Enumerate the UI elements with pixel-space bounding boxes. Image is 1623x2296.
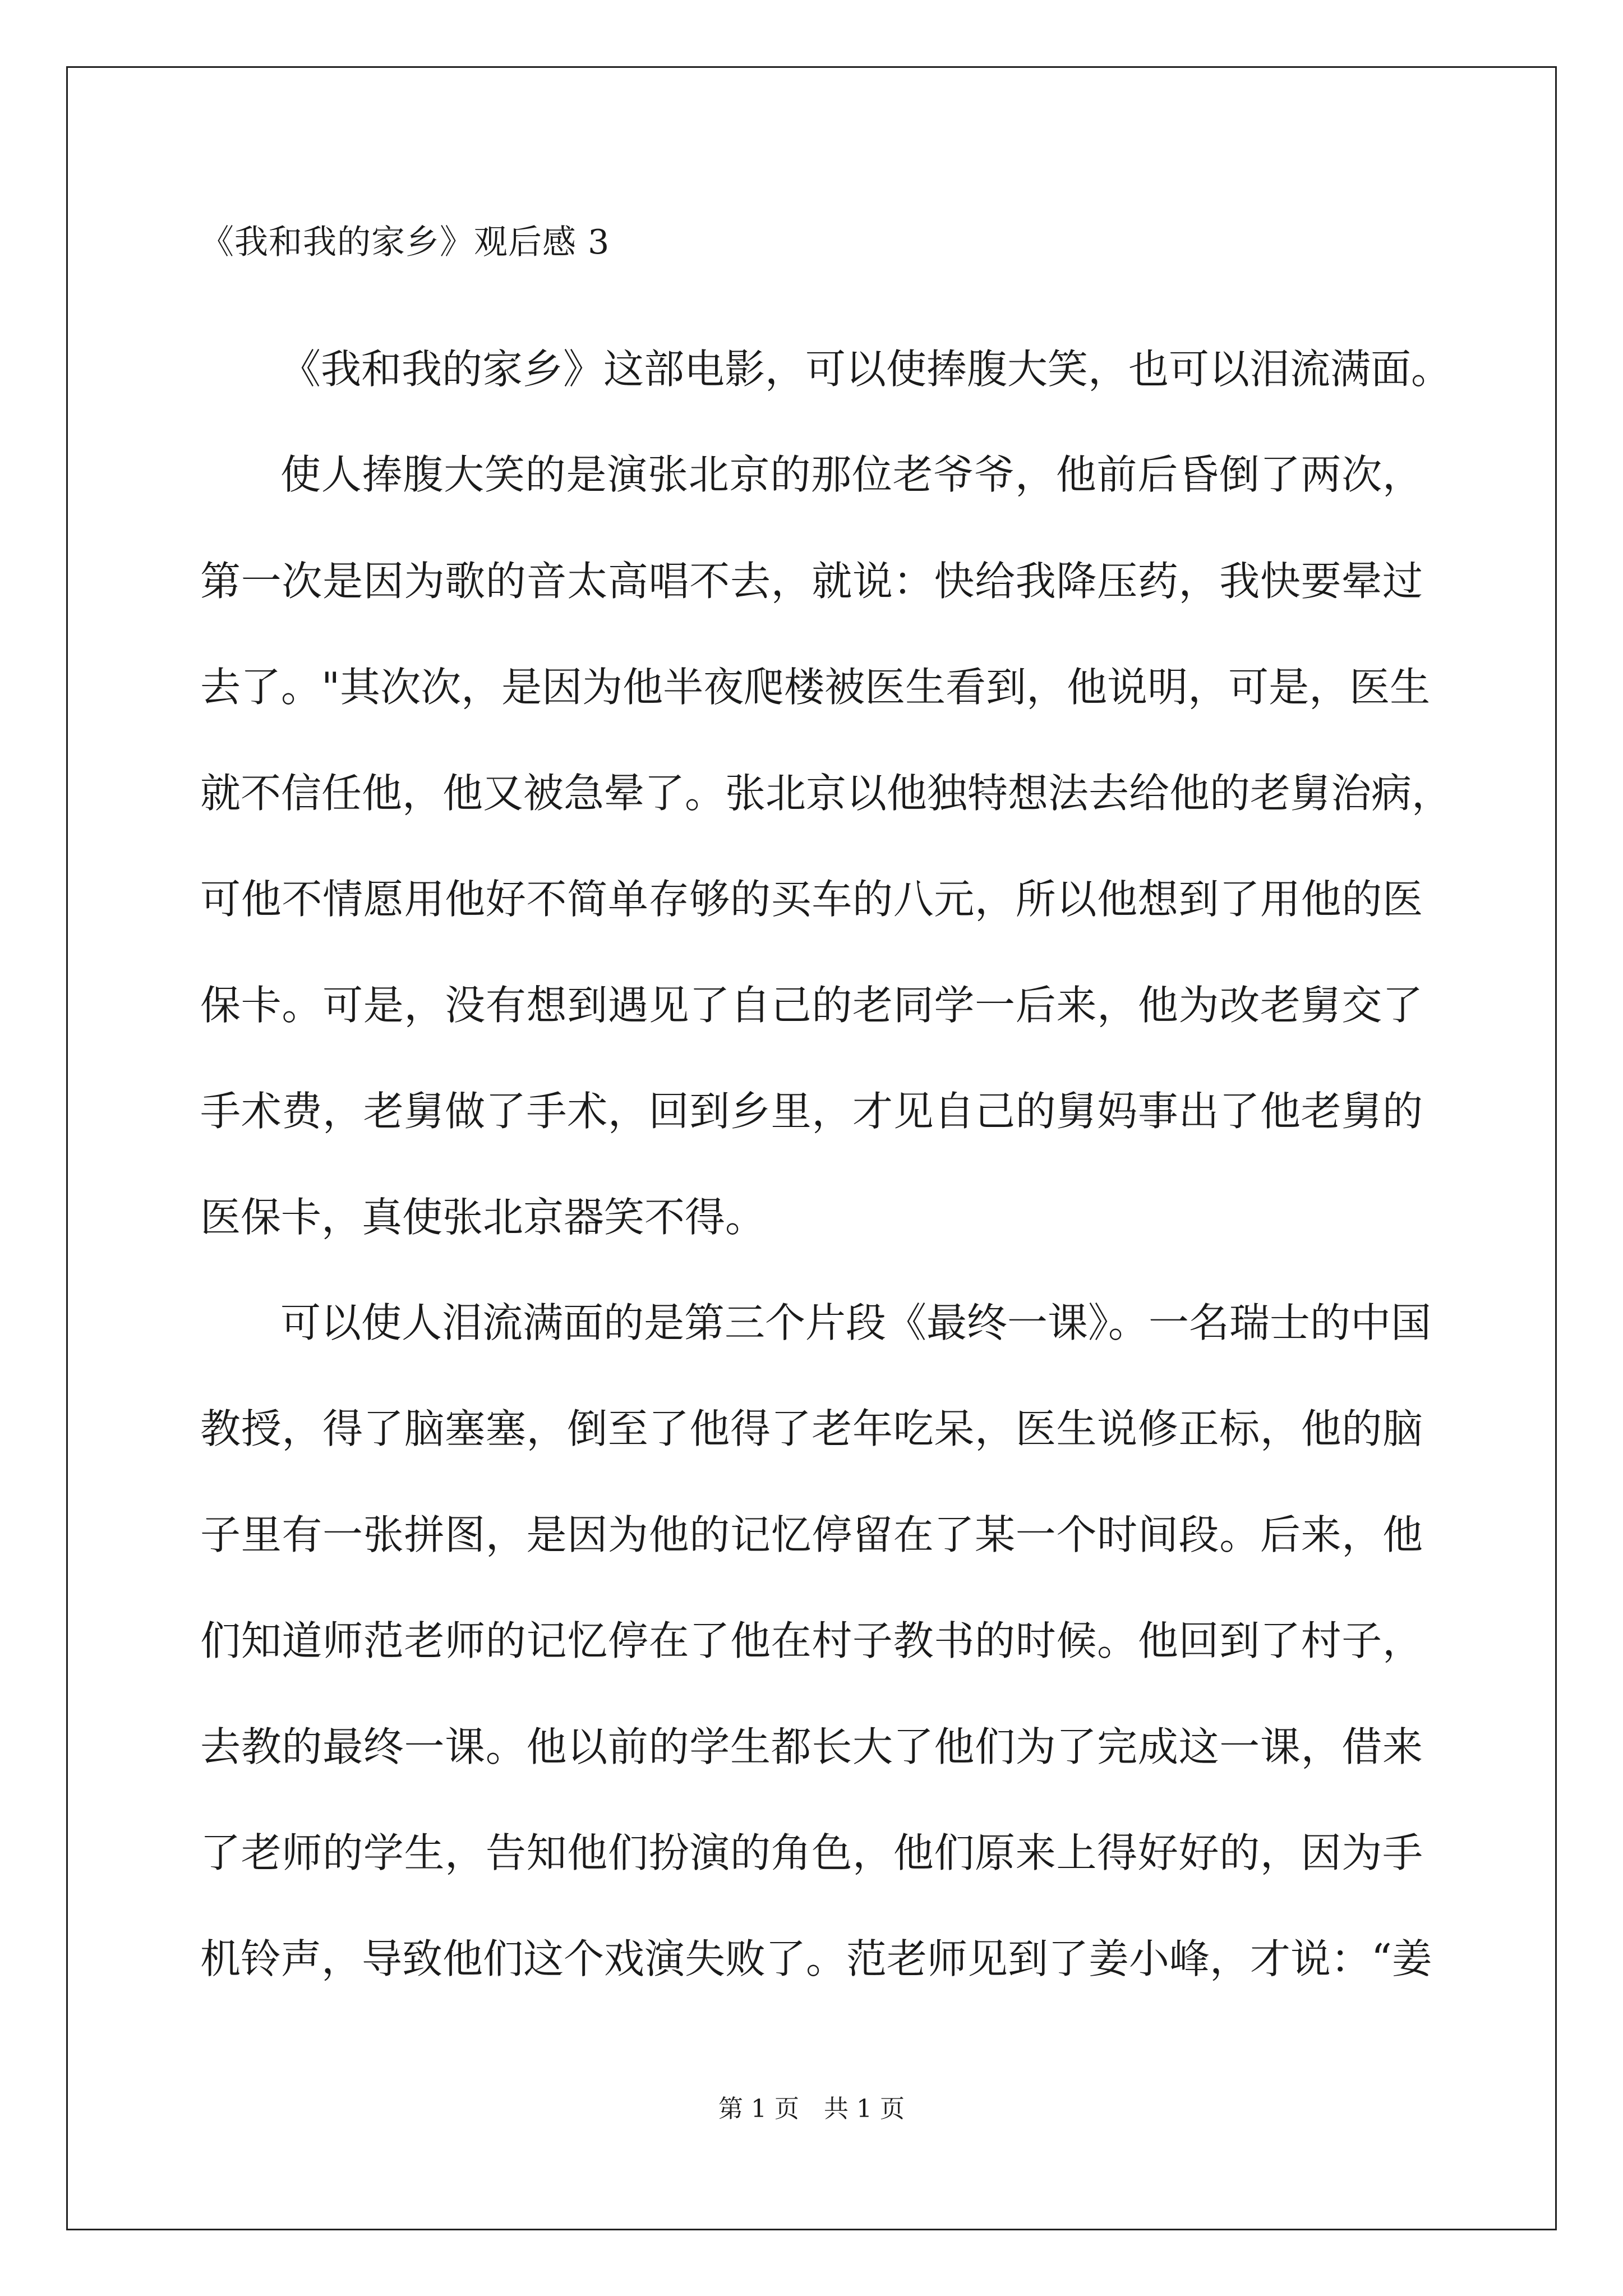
paragraph-line: 第一次是因为歌的音太高唱不去，就说：快给我降压药，我快要晕过 xyxy=(200,558,1423,605)
paragraph-line: 机铃声，导致他们这个戏演失败了。范老师见到了姜小峰，才说：“姜 xyxy=(200,1935,1432,1982)
paragraph-line: 了老师的学生，告知他们扮演的角色，他们原来上得好好的，因为手 xyxy=(200,1829,1423,1876)
paragraph-line: 们知道师范老师的记忆停在了他在村子教书的时候。他回到了村子， xyxy=(200,1617,1423,1664)
page-footer: 第 1 页 共 1 页 xyxy=(718,2095,905,2123)
paragraph-line: 可以使人泪流满面的是第三个片段《最终一课》。一名瑞士的中国 xyxy=(280,1299,1432,1346)
paragraph-line: 去教的最终一课。他以前的学生都长大了他们为了完成这一课，借来 xyxy=(200,1723,1423,1770)
paragraph-line: 手术费，老舅做了手术，回到乡里，才见自己的舅妈事出了他老舅的 xyxy=(200,1088,1423,1135)
paragraph-line: 医保卡，真使张北京器笑不得。 xyxy=(200,1194,766,1241)
document-title: 《我和我的家乡》观后感 3 xyxy=(200,223,610,262)
paragraph-line: 就不信任他，他又被急晕了。张北京以他独特想法去给他的老舅治病， xyxy=(200,770,1453,817)
paragraph-line: 去了。"其次次，是因为他半夜爬楼被医生看到，他说明，可是，医生 xyxy=(200,664,1431,711)
paragraph-line: 子里有一张拼图，是因为他的记忆停留在了某一个时间段。后来，他 xyxy=(200,1511,1423,1558)
paragraph-line: 教授，得了脑塞塞，倒至了他得了老年吃呆，医生说修正标，他的脑 xyxy=(200,1405,1423,1452)
paragraph-line: 可他不情愿用他好不简单存够的买车的八元，所以他想到了用他的医 xyxy=(200,876,1423,923)
paragraph-line: 《我和我的家乡》这部电影，可以使捧腹大笑，也可以泪流满面。 xyxy=(280,346,1452,393)
paragraph-line: 保卡。可是，没有想到遇见了自己的老同学一后来，他为改老舅交了 xyxy=(200,982,1423,1029)
paragraph-line: 使人捧腹大笑的是演张北京的那位老爷爷，他前后昏倒了两次， xyxy=(280,451,1423,498)
